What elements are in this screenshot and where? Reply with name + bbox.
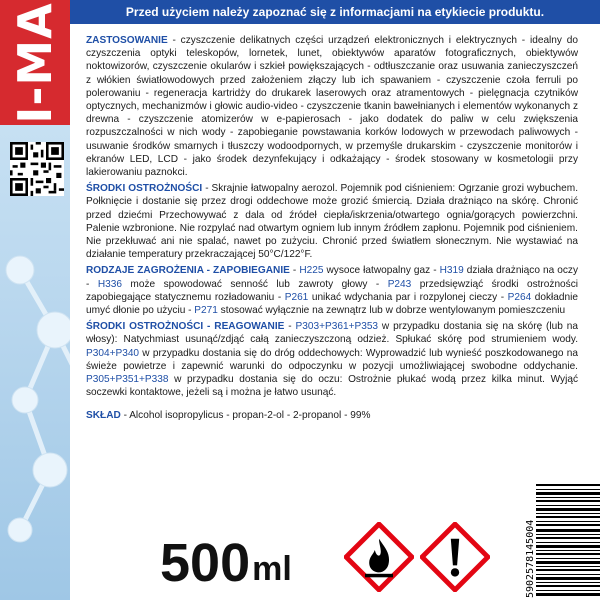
section-rodzaje-zagrozenia (86, 264, 578, 317)
text-segment: w przypadku dostania się na skórę (lub na włosy): Natychmiast usunąć/zdjąć całą zanieczyszczoną odzież. Spłukać skórę pod strumieniem wody. (86, 321, 578, 346)
section-body: - czyszczenie delikatnych części urządzeń elektronicznych i elektrycznych - idealny do czyszczenia optyki teleskopów, lornetek, lunet, obiektywów aparatów fotograficznych, obiektywów noktowizorów, czyszczenie okularów i szkieł powiększających - odtłuszczanie oraz usuwania zanieczyszczeń z włókien światłowodowych przed założeniem złączy lub ich spawaniem - czyszczenie czoła ferruli po polerowaniu - regeneracja kartridży do drukarek laserowych oraz atramentowych - pielęgnacja czytników optycznych, mechanizmów i głowic audio-video - czyszczenie tkanin bawełnianych i elementów wykonanych z drewna - czyszczenie atomizerów w e-papierosach - jako dodatek do paliw w celu zwiększenia rozpuszczalności w nich wody - zapobieganie powstawania korków lodowych w przewodach paliwowych - usuwanie środków smarnych i tłuszczy wodoodpornych, w przemyśle drukarskim - czyszczenie monitorów i ekranów LED, LCD - jako środek dezynfekujący i odkażający - środek stosowany w kosmetologii przy lakierowaniu paznokci. (86, 35, 578, 179)
left-decor-strip (0, 0, 70, 600)
text-segment: w przypadku dostania się do dróg oddechowych: Wyprowadzić lub wynieść poszkodowanego na świeże powietrze i zapewnić warunki do odpoczynku w pozycji umożliwiającej swobodne oddychanie. (86, 347, 578, 372)
volume-number: 500 (160, 533, 251, 593)
warning-banner (70, 0, 600, 24)
hazard-code: H336 (97, 278, 122, 290)
brand-logo (5, 2, 65, 124)
text-segment: działa drażniąco na oczy - (86, 265, 578, 290)
brand-label: I-MA (8, 2, 62, 124)
precaution-code: P304+P340 (86, 347, 140, 359)
barcode-digits: 5902578145004 (525, 519, 536, 598)
text-segment: - (284, 321, 296, 333)
section-heading: SKŁAD (86, 410, 121, 422)
label-text-block (86, 34, 578, 426)
text-segment: stosować wyłącznie na zewnątrz lub w dobrze wentylowanym pomieszczeniu (217, 305, 566, 317)
precaution-code: P261 (284, 291, 309, 303)
flame-pictogram-icon (344, 522, 414, 592)
hazard-code: H319 (439, 265, 464, 277)
text-segment: przedsięwziąć środki ostrożności zapobiegające statycznemu rozładowaniu - (86, 278, 579, 303)
barcode (522, 480, 600, 600)
exclamation-pictogram-icon (420, 522, 490, 592)
volume-label (160, 532, 292, 592)
precaution-code: P271 (194, 305, 218, 317)
precaution-code: P305+P351+P338 (86, 374, 169, 386)
molecule-decor-icon (0, 240, 70, 560)
text-segment: unikać wdychania par i rozpylonej cieczy - (308, 291, 508, 303)
section-reagowanie (86, 320, 578, 399)
section-heading: ŚRODKI OSTROŻNOŚCI - REAGOWANIE (86, 321, 285, 333)
section-body: - Skrajnie łatwopalny aerozol. Pojemnik pod ciśnieniem: Ogrzanie grozi wybuchem. Połknięcie i dostanie się przez drogi oddechowe może grozić śmiercią. Działa drażniąco na skórę. Chronić przed dziećmi Przechowywać z dala od źródeł ciepła/iskrzenia/otwartego ognia/gorących powierzchni. Palenie wzbronione. Nie rozpylać nad otwartym ogniem lub innym źródłem zapłonu. Pojemnik pod ciśnieniem. Nie przekłuwać ani nie spalać, nawet po zużyciu. Chronić przed światłem słonecznym. Nie wystawiać na działanie temperatury przekraczającej 50°C/122°F. (86, 183, 579, 261)
section-srodki-ostroznosci (86, 182, 578, 261)
precaution-code: P243 (387, 278, 412, 290)
volume-unit: ml (252, 550, 292, 588)
precaution-code: P264 (507, 291, 532, 303)
section-heading: ŚRODKI OSTROŻNOŚCI (86, 183, 203, 195)
text-segment: - (289, 265, 300, 277)
section-sklad (86, 409, 578, 422)
section-body: - Alcohol isopropylicus - propan-2-ol - 2-propanol - 99% (120, 410, 371, 422)
section-heading: ZASTOSOWANIE (86, 35, 168, 46)
barcode-icon (522, 480, 600, 600)
qr-code-icon (10, 142, 64, 196)
text-segment: wysoce łatwopalny gaz - (323, 265, 440, 277)
section-heading: RODZAJE ZAGROŻENIA - ZAPOBIEGANIE (86, 265, 290, 277)
text-segment: może spowodować senność lub zawroty głowy - (121, 278, 388, 290)
precaution-code: P303+P361+P353 (295, 321, 379, 333)
hazard-code: H225 (299, 265, 324, 277)
section-zastosowanie (86, 34, 578, 179)
text-segment: dokładnie umyć dłonie po użyciu - (86, 291, 578, 317)
text-segment: w przypadku dostania się do oczu: Ostrożnie płukać wodą przez kilka minut. Wyjąć soczewki kontaktowe, jeżeli są i można je łatwo usunąć. (86, 374, 578, 399)
banner-text: Przed użyciem należy zapoznać się z informacjami na etykiecie produktu. (125, 5, 545, 19)
